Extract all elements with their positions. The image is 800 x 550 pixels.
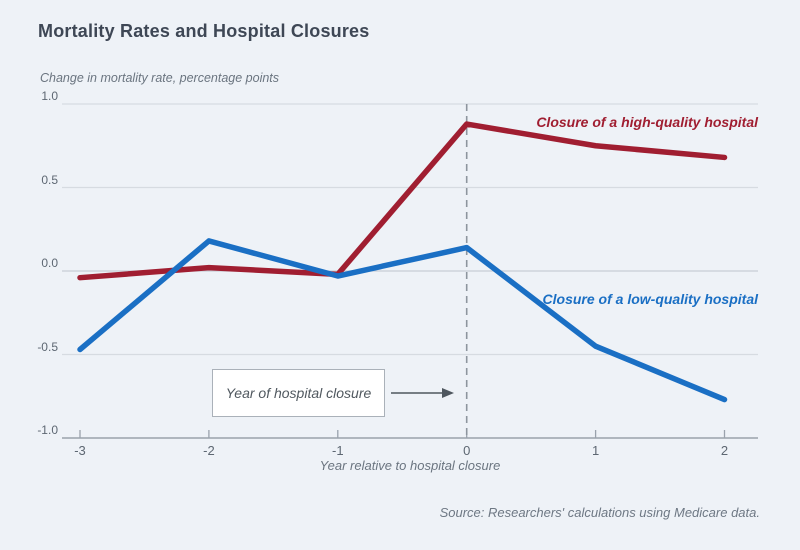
series-line-low-quality	[80, 241, 725, 400]
y-axis-units-label: Change in mortality rate, percentage points	[40, 71, 280, 85]
source-note: Source: Researchers' calculations using Medicare data.	[439, 505, 760, 520]
y-tick-label: 0.0	[41, 256, 58, 270]
annotation-callout	[212, 369, 385, 417]
x-tick-label: 1	[591, 443, 600, 458]
chart-title: Mortality Rates and Hospital Closures	[38, 21, 370, 41]
y-tick-label: -0.5	[37, 339, 58, 354]
series-label-high-quality: Closure of a high-quality hospital	[536, 114, 758, 130]
x-tick-label: 2	[720, 443, 729, 458]
x-tick-label: 0	[463, 443, 471, 458]
annotation-text: Year of hospital closure	[225, 385, 372, 401]
y-tick-label: 1.0	[41, 89, 58, 103]
y-tick-label: 0.5	[41, 172, 58, 187]
series-line-high-quality	[80, 124, 725, 278]
x-tick-label: -1	[332, 443, 344, 458]
annotation-arrowhead-icon	[442, 388, 454, 398]
x-tick-label: -3	[74, 443, 86, 458]
x-axis-title: Year relative to hospital closure	[319, 458, 501, 473]
series-label-low-quality: Closure of a low-quality hospital	[542, 291, 758, 307]
y-tick-label: -1.0	[37, 423, 58, 437]
x-tick-label: -2	[203, 443, 215, 458]
